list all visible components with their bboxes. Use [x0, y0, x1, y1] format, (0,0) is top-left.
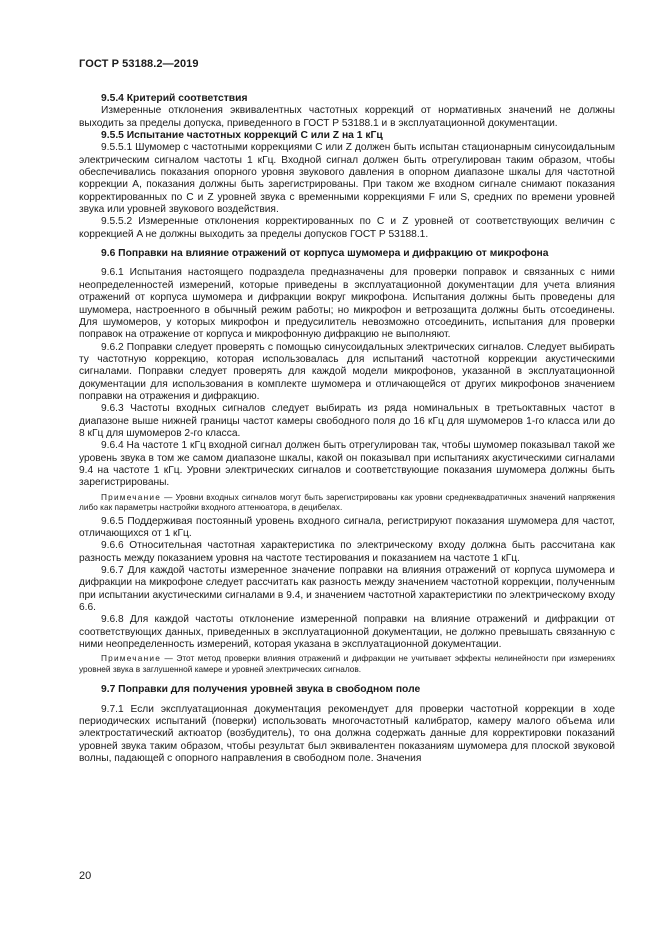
paragraph: 9.6.7 Для каждой частоты измеренное значение поправки на влияния отражений от корпуса шумомера и дифракции на микрофоне следует рассчитать как разность между значением частотной коррекции, полученным при испытании акустическими сигналами в 9.4, и значением частотной характеристики по электрическому входу 6.6. — [79, 565, 615, 614]
spacer — [79, 260, 615, 267]
paragraph: 9.6.1 Испытания настоящего подраздела предназначены для проверки поправок и связанных с ними неопределенностей измерений, которые приведены в эксплуатационной документации для учета влияния отражений от корпуса шумомера и дифракции вокруг микрофона. Испытания должны быть проведены для шумомера, настроенного в обычный режим работы; но микрофон и ветрозащита должны быть отсоединены. Для шумомеров, у которых микрофон и предусилитель невозможно отсоединить, испытания для проверки поправок на отражение от корпуса и микрофонную дифракцию не выполняют. — [79, 267, 615, 341]
section-heading: 9.7 Поправки для получения уровней звука в свободном поле — [101, 684, 421, 696]
paragraph: 9.6.4 На частоте 1 кГц входной сигнал должен быть отрегулирован так, чтобы шумомер показывал такой же уровень звука в том же самом диапазоне шкалы, какой он показывал при испытаниях акустическими сигналами 9.4 на частоте 1 кГц. Уровни электрических сигналов и соответствующие показания шумомера должны быть зарегистрированы. — [79, 440, 615, 489]
paragraph: 9.6.5 Поддерживая постоянный уровень входного сигнала, регистрируют показания шумомера для частот, отличающихся от 1 кГц. — [79, 515, 615, 539]
paragraph: 9.6.3 Частоты входных сигналов следует выбирать из ряда номинальных в третьоктавных частот в диапазоне выше нижней границы частот камеры свободного поля до 16 кГц для шумомеров 1-го класса или до 8 кГц для шумомеров 2-го класса. — [79, 403, 615, 439]
paragraph: 9.7.1 Если эксплуатационная документация рекомендует для проверки частотной коррекции в ходе периодических испытаний (поверки) использовать многочастотный калибратор, камеру малого объема или электростатический актюатор (возбудитель), то она должна содержать данные для корректировки показаний уровней звука таким образом, чтобы результат был эквивалентен показаниям шумомера для плоской звуковой волны, падающей с опорного направления в свободном поле. Значения — [79, 703, 615, 765]
paragraph: 9.6.6 Относительная частотная характеристика по электрическому входу должна быть рассчитана как разность между показанием уровня на частоте тестирования и показанием на частоте 1 кГц. — [79, 540, 615, 564]
note-text: — Этот метод проверки влияния отражений и дифракции не учитывает эффекты нелинейности при измерениях уровней звука в заглушенной камере и уровней электрических сигналов. — [79, 653, 615, 674]
section-heading: 9.5.5 Испытание частотных коррекций C или Z на 1 кГц — [101, 130, 383, 142]
note-label: Примечание — [101, 491, 162, 502]
paragraph: 9.5.5.1 Шумомер с частотными коррекциями C или Z должен быть испытан стационарным синусоидальным электрическим сигналом частоты 1 кГц. Входной сигнал должен быть отрегулирован таким образом, чтобы обеспечивались показания опорного уровня звукового давления в опорном диапазоне шкалы для частотной коррекции A, показания должны быть зарегистрированы. При таком же входном сигнале снимают показания корректированных по C и Z уровней звука с временными коррекциями F или S, средних по времени уровней звука или уровней звукового воздействия. — [79, 142, 615, 216]
note — [79, 653, 615, 674]
paragraph: 9.6.2 Поправки следует проверять с помощью синусоидальных электрических сигналов. Следует выбирать ту частотную коррекцию, которая использовалась для испытаний частотной коррекции акустическими сигналами. Поправки следует проверять для каждой модели микрофонов, указанной в эксплуатационной документации для использования в комплекте шумомера и отличающейся от других микрофонов значением поправки на отражения и дифракцию. — [79, 341, 615, 402]
note-text: — Уровни входных сигналов могут быть зарегистрированы как уровни среднеквадратичных значений напряжения либо как параметры настройки входного аттенюатора, в децибелах. — [79, 491, 615, 513]
section-heading: 9.6 Поправки на влияние отражений от корпуса шумомера и дифракцию от микрофона — [101, 248, 549, 260]
paragraph: 9.5.5.2 Измеренные отклонения корректированных по C и Z уровней от соответствующих величин с коррекцией A не должны выходить за пределы допусков ГОСТ Р 53188.1. — [79, 216, 615, 240]
document-code: ГОСТ Р 53188.2—2019 — [79, 58, 199, 70]
page-number: 20 — [79, 870, 92, 882]
note — [79, 492, 615, 513]
section-heading: 9.5.4 Критерий соответствия — [101, 93, 248, 104]
spacer — [79, 697, 615, 704]
paragraph: Измеренные отклонения эквивалентных частотных коррекций от нормативных значений не должны выходить за пределы допуска, приведенного в ГОСТ Р 53188.1 и в эксплуатационной документации. — [79, 105, 615, 129]
note-label: Примечание — [101, 653, 162, 664]
document-body — [79, 93, 615, 766]
paragraph: 9.6.8 Для каждой частоты отклонение измеренной поправки на влияние отражений и дифракции от соответствующих данных, приведенных в эксплуатационной документации, не должно превышать связанную с ними неопределенность измерений, которая указана в эксплуатационной документации. — [79, 614, 615, 651]
